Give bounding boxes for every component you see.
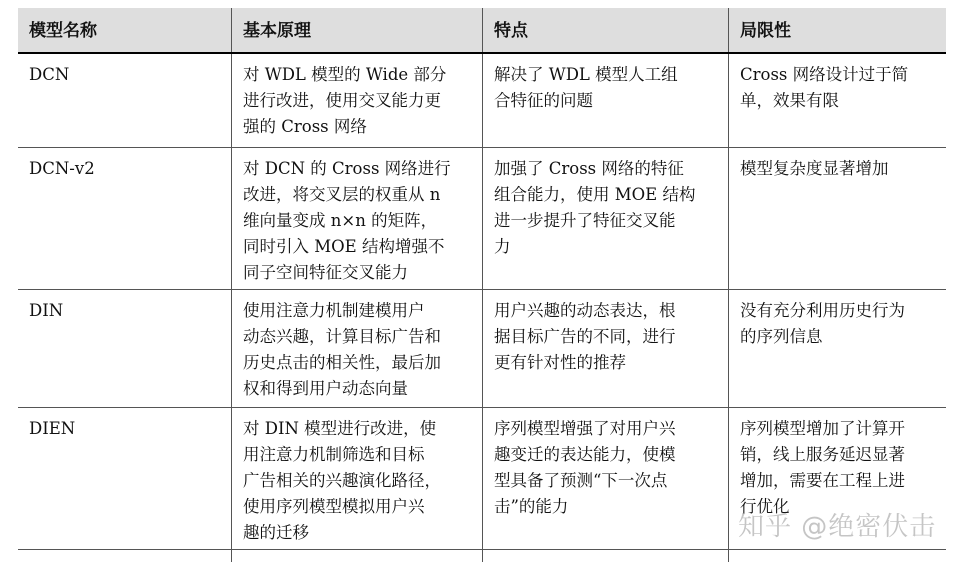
principle-cell: 对 DIN 模型进行改进，使 用注意力机制筛选和目标 广告相关的兴趣演化路径， 使用序列模型模拟用户兴 趣的迁移 [231,408,482,549]
comparison-table [18,8,946,550]
limitation-cell: Cross 网络设计过于简 单，效果有限 [728,54,946,147]
watermark-text: 知乎 @绝密伏击 [738,512,937,542]
model-name-cell: DCN [29,65,70,84]
feature-cell: 加强了 Cross 网络的特征 组合能力，使用 MOE 结构 进一步提升了特征交叉能 力 [482,148,728,289]
table-row [18,148,946,290]
limitation-cell: 模型复杂度显著增加 [728,148,946,289]
limitation-cell: 序列模型增加了计算开 销，线上服务延迟显著 增加，需要在工程上进 行优化 [728,408,946,549]
principle-cell: 使用注意力机制建模用户 动态兴趣，计算目标广告和 历史点击的相关性，最后加 权和得到用户动态向量 [231,290,482,407]
table-row [18,290,946,408]
table-continuation-stub [18,550,946,562]
table-header-row [18,8,946,54]
table-row [18,54,946,148]
model-name-cell: DCN-v2 [29,159,95,178]
feature-cell: 序列模型增强了对用户兴 趣变迁的表达能力，使模 型具备了预测“下一次点 击”的能力 [482,408,728,549]
header-feature: 特点 [482,8,728,52]
limitation-cell: 没有充分利用历史行为 的序列信息 [728,290,946,407]
header-principle: 基本原理 [231,8,482,52]
model-name-cell: DIN [29,301,64,320]
principle-cell: 对 DCN 的 Cross 网络进行 改进，将交叉层的权重从 n 维向量变成 n×n 的矩阵， 同时引入 MOE 结构增强不 同子空间特征交叉能力 [231,148,482,289]
model-name-cell: DIEN [29,419,76,438]
feature-cell: 用户兴趣的动态表达，根 据目标广告的不同，进行 更有针对性的推荐 [482,290,728,407]
principle-cell: 对 WDL 模型的 Wide 部分 进行改进，使用交叉能力更 强的 Cross 网络 [231,54,482,147]
header-model-name: 模型名称 [29,21,97,41]
header-limitation: 局限性 [728,8,946,52]
feature-cell: 解决了 WDL 模型人工组 合特征的问题 [482,54,728,147]
